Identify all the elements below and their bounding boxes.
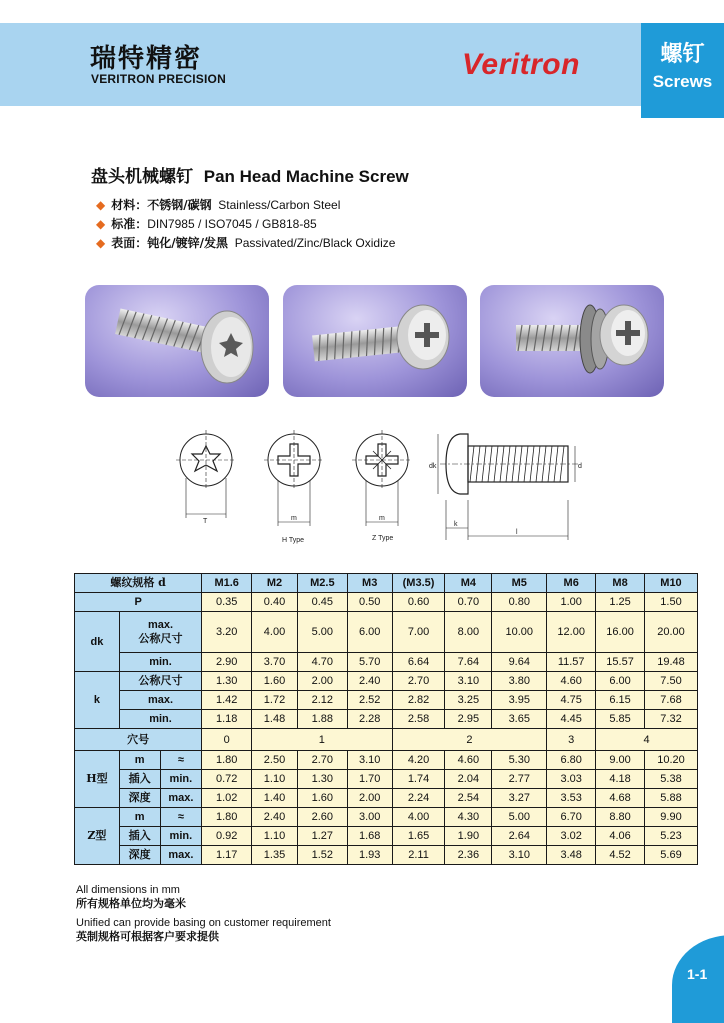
table-cell: 1.74	[392, 770, 445, 789]
table-cell: 1.27	[297, 827, 347, 846]
table-row-k-max	[75, 691, 698, 710]
table-cell: 7.00	[392, 612, 445, 653]
table-cell: 3	[547, 729, 596, 751]
table-cell: 5.00	[492, 808, 547, 827]
table-cell: 15.57	[596, 653, 645, 672]
table-cell: 6.70	[547, 808, 596, 827]
label-z-type: Z Type	[372, 535, 394, 542]
table-cell: 2.00	[347, 789, 392, 808]
sub-label: ≈	[160, 808, 202, 827]
bullet-icon: ◆	[96, 217, 106, 231]
table-cell: 2.11	[392, 846, 445, 865]
table-cell: 6.64	[392, 653, 445, 672]
table-row-h-m	[75, 751, 698, 770]
table-cell: 2.70	[297, 751, 347, 770]
table-row-z-max	[75, 846, 698, 865]
dk-nom-label: 公称尺寸	[138, 632, 183, 645]
sub-label: 深度	[119, 789, 160, 808]
sub-label	[119, 612, 201, 653]
table-cell: 2.40	[252, 808, 298, 827]
sub-label: 公称尺寸	[119, 672, 201, 691]
size-cell: M2	[252, 574, 298, 593]
table-cell: 0.35	[202, 593, 252, 612]
row-group-label: H型	[75, 751, 120, 808]
table-cell: 2.04	[445, 770, 492, 789]
table-cell: 2.52	[347, 691, 392, 710]
table-cell: 11.57	[547, 653, 596, 672]
table-cell: 3.95	[492, 691, 547, 710]
table-cell: 2.28	[347, 710, 392, 729]
table-row-h-min	[75, 770, 698, 789]
spec-label: 材料：不锈钢/碳钢	[111, 198, 212, 212]
thread-label: 螺纹规格 d	[75, 574, 202, 593]
table-cell: 7.64	[445, 653, 492, 672]
table-cell: 1.17	[202, 846, 252, 865]
table-cell: 4.06	[596, 827, 645, 846]
table-cell: 1.70	[347, 770, 392, 789]
label-k: k	[454, 521, 458, 528]
table-cell: 4.20	[392, 751, 445, 770]
table-cell: 5.70	[347, 653, 392, 672]
table-row-dk-max	[75, 612, 698, 653]
table-cell: 1.48	[252, 710, 298, 729]
table-cell: 0.72	[202, 770, 252, 789]
table-cell: 2.24	[392, 789, 445, 808]
table-cell: 1.80	[202, 751, 252, 770]
table-cell: 2.95	[445, 710, 492, 729]
spec-surface	[96, 234, 395, 251]
table-cell: 6.15	[596, 691, 645, 710]
table-cell: 5.69	[644, 846, 697, 865]
row-group-label: k	[75, 672, 120, 729]
label-m-z: m	[379, 515, 385, 522]
table-cell: 4.00	[392, 808, 445, 827]
page-title-en: Pan Head Machine Screw	[203, 167, 409, 186]
table-cell: 4.75	[547, 691, 596, 710]
table-cell: 4.68	[596, 789, 645, 808]
table-cell: 2	[392, 729, 547, 751]
table-cell: 1.80	[202, 808, 252, 827]
table-cell: 1.42	[202, 691, 252, 710]
sub-label: min.	[119, 710, 201, 729]
table-cell: 0.50	[347, 593, 392, 612]
size-cell: M10	[644, 574, 697, 593]
label-h-type: H Type	[282, 537, 305, 544]
table-cell: 19.48	[644, 653, 697, 672]
table-cell: 7.50	[644, 672, 697, 691]
dk-max-label: max.	[147, 619, 174, 631]
table-cell: 5.23	[644, 827, 697, 846]
table-cell: 20.00	[644, 612, 697, 653]
table-cell: 0.45	[297, 593, 347, 612]
table-cell: 5.88	[644, 789, 697, 808]
footnotes	[76, 884, 331, 943]
table-cell: 1	[252, 729, 392, 751]
note-dimensions-en: All dimensions in mm	[76, 884, 180, 896]
table-cell: 3.10	[347, 751, 392, 770]
table-cell: 5.85	[596, 710, 645, 729]
table-cell: 7.68	[644, 691, 697, 710]
table-cell: 1.18	[202, 710, 252, 729]
brand-logo: Veritron	[462, 48, 580, 81]
sub-label: 插入	[119, 827, 160, 846]
table-cell: 6.00	[596, 672, 645, 691]
table-cell: 8.00	[445, 612, 492, 653]
row-label: 穴号	[75, 729, 202, 751]
sub-label: max.	[160, 846, 202, 865]
table-cell: 1.02	[202, 789, 252, 808]
table-cell: 3.70	[252, 653, 298, 672]
table-cell: 0.92	[202, 827, 252, 846]
label-dk: dk	[429, 463, 437, 470]
company-name-en: VERITRON PRECISION	[91, 72, 226, 86]
sub-label: ≈	[160, 751, 202, 770]
table-cell: 2.58	[392, 710, 445, 729]
table-cell: 0.70	[445, 593, 492, 612]
table-cell: 0	[202, 729, 252, 751]
table-row-dk-min	[75, 653, 698, 672]
table-cell: 3.00	[347, 808, 392, 827]
table-cell: 1.52	[297, 846, 347, 865]
table-cell: 2.82	[392, 691, 445, 710]
product-photo-phillips	[283, 285, 467, 397]
table-cell: 5.30	[492, 751, 547, 770]
table-cell: 1.25	[596, 593, 645, 612]
table-cell: 1.90	[445, 827, 492, 846]
table-cell: 4.52	[596, 846, 645, 865]
table-cell: 1.65	[392, 827, 445, 846]
table-row-k-min	[75, 710, 698, 729]
table-cell: 4.60	[547, 672, 596, 691]
table-row-h-max	[75, 789, 698, 808]
bullet-icon: ◆	[96, 236, 106, 250]
company-name-cn: 瑞特精密	[90, 44, 203, 74]
category-tab-cn: 螺钉	[660, 41, 705, 67]
size-cell: M5	[492, 574, 547, 593]
table-cell: 3.02	[547, 827, 596, 846]
sub-label: max.	[119, 691, 201, 710]
spec-material	[96, 196, 340, 213]
table-cell: 1.30	[297, 770, 347, 789]
table-cell: 3.03	[547, 770, 596, 789]
table-cell: 3.80	[492, 672, 547, 691]
table-cell: 1.68	[347, 827, 392, 846]
sub-label: 深度	[119, 846, 160, 865]
spec-value: DIN7985 / ISO7045 / GB818-85	[147, 217, 317, 231]
table-cell: 8.80	[596, 808, 645, 827]
table-cell: 12.00	[547, 612, 596, 653]
spec-value: Stainless/Carbon Steel	[218, 198, 341, 212]
product-photo-torx	[85, 285, 269, 397]
table-cell: 4.18	[596, 770, 645, 789]
table-cell: 4.45	[547, 710, 596, 729]
table-row-z-m	[75, 808, 698, 827]
note-unified-cn: 英制规格可根据客户要求提供	[76, 930, 219, 943]
sub-label: min.	[119, 653, 201, 672]
table-cell: 2.60	[297, 808, 347, 827]
table-cell: 2.77	[492, 770, 547, 789]
table-cell: 3.65	[492, 710, 547, 729]
table-cell: 2.90	[202, 653, 252, 672]
label-l: l	[516, 529, 518, 536]
table-cell: 9.00	[596, 751, 645, 770]
sub-label: max.	[160, 789, 202, 808]
table-cell: 1.10	[252, 770, 298, 789]
table-cell: 3.27	[492, 789, 547, 808]
table-cell: 4.60	[445, 751, 492, 770]
row-group-label: dk	[75, 612, 120, 672]
sub-label: min.	[160, 827, 202, 846]
size-cell: (M3.5)	[392, 574, 445, 593]
row-group-label: Z型	[75, 808, 120, 865]
table-row-z-min	[75, 827, 698, 846]
table-cell: 9.64	[492, 653, 547, 672]
table-cell: 4.70	[297, 653, 347, 672]
table-cell: 1.60	[297, 789, 347, 808]
page-title	[91, 162, 409, 187]
sub-label: m	[119, 751, 160, 770]
table-cell: 1.35	[252, 846, 298, 865]
spec-standard	[96, 215, 317, 232]
size-cell: M3	[347, 574, 392, 593]
table-cell: 1.60	[252, 672, 298, 691]
table-cell: 0.40	[252, 593, 298, 612]
table-cell: 4.00	[252, 612, 298, 653]
size-cell: M6	[547, 574, 596, 593]
table-cell: 4.30	[445, 808, 492, 827]
table-cell: 6.00	[347, 612, 392, 653]
sub-label: 插入	[119, 770, 160, 789]
table-cell: 1.88	[297, 710, 347, 729]
page-title-cn: 盘头机械螺钉	[91, 167, 193, 187]
label-d: d	[578, 463, 582, 470]
table-cell: 1.00	[547, 593, 596, 612]
table-row-thread	[75, 574, 698, 593]
label-t: T	[203, 518, 208, 525]
sub-label: m	[119, 808, 160, 827]
table-cell: 9.90	[644, 808, 697, 827]
table-cell: 2.12	[297, 691, 347, 710]
table-cell: 0.60	[392, 593, 445, 612]
table-cell: 2.50	[252, 751, 298, 770]
size-cell: M4	[445, 574, 492, 593]
table-cell: 3.53	[547, 789, 596, 808]
spec-label: 表面：钝化/镀锌/发黑	[111, 236, 229, 250]
table-cell: 3.10	[492, 846, 547, 865]
table-cell: 1.10	[252, 827, 298, 846]
table-cell: 6.80	[547, 751, 596, 770]
table-cell: 2.70	[392, 672, 445, 691]
spec-label: 标准：	[111, 217, 148, 231]
note-dimensions-cn: 所有规格单位均为毫米	[76, 897, 186, 910]
table-cell: 10.20	[644, 751, 697, 770]
dimension-table	[74, 573, 698, 865]
table-cell: 2.36	[445, 846, 492, 865]
spec-value: Passivated/Zinc/Black Oxidize	[234, 236, 396, 250]
technical-drawings	[170, 420, 590, 550]
table-row-socket	[75, 729, 698, 751]
table-cell: 1.30	[202, 672, 252, 691]
table-cell: 5.38	[644, 770, 697, 789]
table-cell: 3.25	[445, 691, 492, 710]
table-cell: 3.10	[445, 672, 492, 691]
table-cell: 2.54	[445, 789, 492, 808]
sub-label: min.	[160, 770, 202, 789]
page-number: 1-1	[687, 966, 708, 982]
table-cell: 7.32	[644, 710, 697, 729]
label-m-h: m	[291, 515, 297, 522]
size-cell: M1.6	[202, 574, 252, 593]
table-cell: 5.00	[297, 612, 347, 653]
table-cell: 1.50	[644, 593, 697, 612]
table-cell: 2.64	[492, 827, 547, 846]
table-cell: 2.40	[347, 672, 392, 691]
table-cell: 1.40	[252, 789, 298, 808]
table-cell: 3.20	[202, 612, 252, 653]
table-cell: 16.00	[596, 612, 645, 653]
product-photo-sems	[480, 285, 664, 397]
table-cell: 1.72	[252, 691, 298, 710]
row-label: P	[75, 593, 202, 612]
table-cell: 0.80	[492, 593, 547, 612]
table-cell: 3.48	[547, 846, 596, 865]
size-cell: M2.5	[297, 574, 347, 593]
size-cell: M8	[596, 574, 645, 593]
table-cell: 4	[596, 729, 698, 751]
category-tab-en: Screws	[652, 72, 713, 91]
table-cell: 1.93	[347, 846, 392, 865]
table-row-k-nom	[75, 672, 698, 691]
table-cell: 2.00	[297, 672, 347, 691]
table-row-p	[75, 593, 698, 612]
note-unified-en: Unified can provide basing on customer requirement	[76, 917, 331, 929]
table-cell: 10.00	[492, 612, 547, 653]
bullet-icon: ◆	[96, 198, 106, 212]
category-tab	[641, 23, 724, 118]
